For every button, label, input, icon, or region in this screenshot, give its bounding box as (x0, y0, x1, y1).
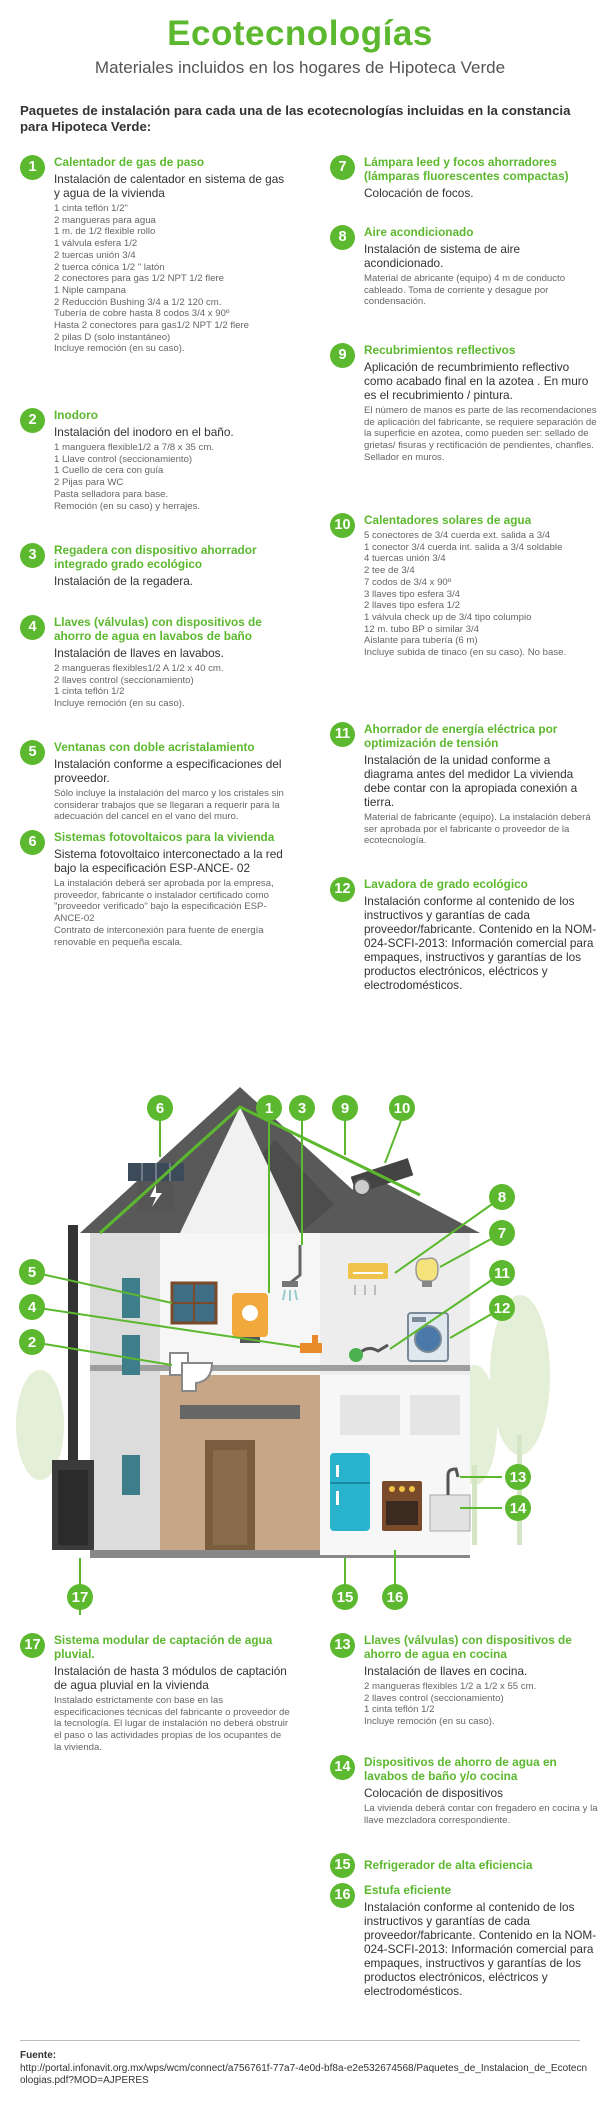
item-detail-line: Material de fabricante (equipo). La instalación deberá ser aprobada por el fabricante o proveedor de la ecotecnología. (364, 812, 591, 847)
item-lavadora (330, 877, 600, 992)
item-subtitle: Colocación de focos. (364, 186, 474, 200)
item-details (364, 530, 600, 659)
item-number-badge: 4 (20, 615, 45, 640)
item-detail-line: Remoción (en su caso) y herrajes. (54, 500, 201, 512)
item-title: Regadera con dispositivo ahorrador integrado grado ecológico (54, 543, 257, 571)
refrigerator-icon (330, 1453, 370, 1531)
item-calentadores-solares (330, 513, 600, 659)
item-ahorrador-energia (330, 722, 600, 847)
item-title: Refrigerador de alta eficiencia (364, 1858, 533, 1872)
item-estufa (330, 1883, 600, 1998)
item-refrigerador (330, 1853, 600, 1878)
marker-9 (332, 1095, 358, 1121)
item-details (54, 878, 290, 948)
item-number-badge: 16 (330, 1883, 355, 1908)
item-title: Llaves (válvulas) con dispositivos de ahorro de agua en cocina (364, 1633, 572, 1661)
marker-label: 14 (509, 1500, 527, 1517)
item-detail-line: 2 conectores para gas 1/2 NPT 1/2 flere (54, 273, 224, 285)
item-captacion-pluvial (20, 1633, 290, 1754)
item-subtitle: Instalación conforme a especificaciones del proveedor. (54, 757, 282, 785)
marker-label: 7 (497, 1225, 507, 1242)
item-detail-line: 3 llaves tipo esfera 3/4 (364, 588, 460, 600)
item-detail-line: 2 mangueras flexibles1/2 A 1/2 x 40 cm. (54, 663, 224, 674)
item-title: Lavadora de grado ecológico (364, 877, 528, 891)
item-inodoro (20, 408, 290, 512)
item-number-badge: 17 (20, 1633, 45, 1658)
page-title: Ecotecnologías (167, 14, 433, 53)
marker-label: 10 (393, 1100, 411, 1117)
item-detail-line: 1 cinta teflón 1/2" (54, 203, 128, 214)
item-detail-line: Tubería de cobre hasta 8 codos 3/4 x 90º (54, 308, 230, 320)
item-title: Ventanas con doble acristalamiento (54, 740, 255, 754)
item-details (54, 203, 290, 355)
item-details (364, 1803, 600, 1826)
item-subtitle: Instalación de la unidad conforme a diagrama antes del medidor La vivienda debe contar con la apropiada conexión a tierra. (364, 753, 578, 809)
item-title: Ahorrador de energía eléctrica por optimización de tensión (364, 722, 558, 750)
item-number-badge: 8 (330, 225, 355, 250)
item-title: Sistemas fotovoltaicos para la vivienda (54, 830, 275, 844)
marker-17 (67, 1584, 93, 1610)
item-fotovoltaicos (20, 830, 290, 948)
item-detail-line: 2 tuercas unión 3/4 (54, 249, 136, 261)
item-subtitle: Instalación de hasta 3 módulos de captación de agua pluvial en la vivienda (54, 1664, 287, 1692)
marker-14 (505, 1495, 531, 1521)
page-subtitle: Materiales incluidos en los hogares de Hipoteca Verde (94, 58, 506, 77)
item-title: Llaves (válvulas) con dispositivos de ahorro de agua en lavabos de baño (54, 615, 262, 643)
item-recubrimientos (330, 343, 600, 464)
item-detail-line: Hasta 2 conectores para gas1/2 NPT 1/2 flere (54, 320, 250, 332)
item-subtitle: Colocación de dispositivos (364, 1786, 504, 1800)
item-subtitle: Instalación de llaves en lavabos. (54, 646, 224, 660)
item-ventanas (20, 740, 290, 823)
marker-label: 3 (297, 1100, 307, 1117)
item-detail-line: 1 cinta teflón 1/2 (54, 686, 125, 698)
item-details (54, 1695, 290, 1754)
item-details (54, 788, 290, 823)
item-number-badge: 14 (330, 1755, 355, 1780)
rain-collector (52, 1225, 94, 1550)
marker-label: 2 (27, 1334, 37, 1351)
item-detail-line: Incluye remoción (en su caso). (54, 698, 185, 710)
marker-8 (489, 1184, 515, 1210)
item-title: Calentadores solares de agua (364, 513, 532, 527)
marker-label: 13 (509, 1469, 527, 1486)
marker-label: 1 (264, 1100, 274, 1117)
item-details (54, 442, 290, 512)
house-illustration (0, 1045, 600, 1615)
item-number-badge: 13 (330, 1633, 355, 1658)
marker-2 (19, 1329, 45, 1355)
item-number-badge: 3 (20, 543, 45, 568)
item-calentador-gas (20, 155, 290, 355)
marker-3 (289, 1095, 315, 1121)
item-detail-line: El número de manos es parte de las recomendaciones de aplicación del fabricante, se requiere separación de la superficie en azotea, como pueden ser: sellado de grietas/ fisuras y rectificación de pendientes, chanfles. Sellador en muros. (364, 405, 597, 463)
header (0, 14, 600, 78)
item-subtitle: Instalación conforme al contenido de los instructivos y garantías de cada proveedor/fabricante. Contenido en la NOM-024-SCFI-2013: Información comercial para empaques, instructivos y garantías de los productos electrónicos, eléctricos y electrodomésticos. (364, 1900, 597, 1998)
item-detail-line: 12 m. tubo BP o similar 3/4 (364, 623, 480, 635)
item-title: Dispositivos de ahorro de agua en lavabos de baño y/o cocina (364, 1755, 557, 1783)
item-subtitle: Instalación conforme al contenido de los instructivos y garantías de cada proveedor/fabricante. Contenido en la NOM-024-SCFI-2013: Información comercial para empaques, instructivos y garantías de los productos electrónicos, eléctricos y electrodomésticos. (364, 894, 597, 992)
item-detail-line: Incluye remoción (en su caso). (364, 1716, 495, 1728)
item-detail-line: 1 cinta teflón 1/2 (364, 1704, 435, 1716)
item-detail-line: Incluye subida de tinaco (en su caso). No base. (364, 647, 567, 659)
marker-label: 16 (386, 1589, 404, 1606)
marker-6 (147, 1095, 173, 1121)
marker-label: 15 (336, 1589, 354, 1606)
footer-divider (20, 2040, 580, 2041)
item-detail-line: Contrato de interconexión para fuente de energía renovable en pequeña escala. (54, 924, 264, 948)
item-detail-line: 1 válvula check up de 3/4 tipo columpio (364, 611, 532, 623)
item-detail-line: 2 pilas D (solo instantáneo) (54, 331, 171, 343)
item-detail-line: Instalado estrictamente con base en las especificaciones técnicas del fabricante o proveedor de la tecnología. El lugar de instalación no deberá obstruir el paso o las actividades propias de los ocupantes de la vivienda. (54, 1695, 290, 1753)
marker-4 (19, 1294, 45, 1320)
marker-label: 17 (71, 1589, 89, 1606)
source-note (20, 2050, 590, 2088)
item-detail-line: 1 Llave control (seccionamiento) (54, 453, 193, 465)
item-title: Calentador de gas de paso (54, 155, 205, 169)
item-number-badge: 7 (330, 155, 355, 180)
marker-7 (489, 1220, 515, 1246)
item-title: Lámpara leed y focos ahorradores (lámparas fluorescentes compactas) (364, 155, 569, 183)
marker-label: 5 (27, 1264, 37, 1281)
item-details (364, 812, 600, 847)
item-detail-line: 2 Pijas para WC (54, 477, 124, 489)
item-subtitle: Instalación de la regadera. (54, 574, 194, 588)
stove-icon (382, 1481, 422, 1531)
item-regadera (20, 543, 290, 588)
item-detail-line: 2 llaves control (seccionamiento) (54, 674, 194, 686)
item-detail-line: 1 manguera flexible1/2 a 7/8 x 35 cm. (54, 442, 214, 453)
marker-label: 6 (155, 1100, 165, 1117)
item-number-badge: 12 (330, 877, 355, 902)
item-detail-line: 2 Reducción Bushing 3/4 a 1/2 120 cm. (54, 296, 222, 308)
item-detail-line: Sólo incluye la instalación del marco y los cristales sin considerar trabajos que se llegaran a requerir para la adecuación del cancel en el vano del muro. (54, 788, 284, 823)
item-detail-line: 7 codos de 3/4 x 90º (364, 576, 452, 588)
item-llaves-cocina (330, 1633, 600, 1728)
item-detail-line: La vivienda deberá contar con fregadero en cocina y la llave mezcladora correspondiente. (364, 1803, 598, 1826)
item-number-badge: 6 (20, 830, 45, 855)
marker-5 (19, 1259, 45, 1285)
item-details (364, 405, 600, 464)
item-number-badge: 5 (20, 740, 45, 765)
item-title: Sistema modular de captación de agua pluvial. (54, 1633, 273, 1661)
marker-10 (389, 1095, 415, 1121)
marker-label: 9 (340, 1100, 350, 1117)
marker-16 (382, 1584, 408, 1610)
marker-label: 8 (497, 1189, 507, 1206)
item-details (364, 273, 600, 308)
item-detail-line: 1 Niple campana (54, 284, 126, 296)
item-detail-line: La instalación deberá ser aprobada por la empresa, proveedor, fabricante o instalador certificado como "proveedor verificado" bajo la especificación ESP-ANCE-02 (54, 878, 274, 925)
item-title: Inodoro (54, 408, 98, 422)
source-url[interactable]: http://portal.infonavit.org.mx/wps/wcm/connect/a756761f-77a7-4e0d-bf8a-e2e532674568/Paquetes_de_Instalacion_de_Ecotecnologias.pdf?MOD=AJPERES (20, 2062, 588, 2086)
item-number-badge: 10 (330, 513, 355, 538)
item-detail-line: 2 tee de 3/4 (364, 565, 415, 577)
item-detail-line: Incluye remoción (en su caso). (54, 343, 185, 355)
item-subtitle: Instalación de llaves en cocina. (364, 1664, 528, 1678)
item-detail-line: 1 m. de 1/2 flexible rollo (54, 226, 156, 238)
item-lampara-leed (330, 155, 600, 200)
item-subtitle: Instalación de calentador en sistema de gas y agua de la vivienda (54, 172, 285, 200)
item-subtitle: Instalación del inodoro en el baño. (54, 425, 234, 439)
item-number-badge: 2 (20, 408, 45, 433)
item-number-badge: 1 (20, 155, 45, 180)
item-number-badge: 9 (330, 343, 355, 368)
marker-label: 11 (494, 1265, 510, 1282)
item-number-badge: 11 (330, 722, 355, 747)
water-heater-icon (232, 1293, 268, 1343)
item-subtitle: Sistema fotovoltaico interconectado a la red bajo la especificación ESP-ANCE- 02 (54, 847, 283, 875)
washing-machine-icon (408, 1313, 448, 1361)
item-subtitle: Instalación de sistema de aire acondicionado. (364, 242, 521, 270)
item-detail-line: 2 llaves tipo esfera 1/2 (364, 600, 460, 612)
window-icon (172, 1283, 216, 1323)
marker-13 (505, 1464, 531, 1490)
item-title: Estufa eficiente (364, 1883, 452, 1897)
item-details (54, 663, 290, 710)
marker-label: 4 (27, 1299, 37, 1316)
marker-15 (332, 1584, 358, 1610)
item-dispositivos-ahorro (330, 1755, 600, 1826)
item-detail-line: 4 tuercas unión 3/4 (364, 553, 446, 565)
source-label: Fuente: (20, 2050, 57, 2061)
item-detail-line: Aislante para tubería (6 m) (364, 635, 478, 647)
item-detail-line: 1 conector 3/4 cuerda int. salida a 3/4 soldable (364, 541, 563, 553)
item-title: Recubrimientos reflectivos (364, 343, 516, 357)
item-subtitle: Aplicación de recumbrimiento reflectivo como acabado final en la azotea . En muro es el recubrimiento / pintura. (364, 360, 589, 402)
intro-text: Paquetes de instalación para cada una de las ecotecnologías incluidas en la constancia para Hipoteca Verde: (20, 103, 571, 134)
item-detail-line: 2 mangueras flexibles 1/2 a 1/2 x 55 cm. (364, 1681, 537, 1692)
item-title: Aire acondicionado (364, 225, 474, 239)
item-detail-line: 1 Cuello de cera con guía (54, 465, 164, 477)
item-llaves-lavabos (20, 615, 290, 710)
item-detail-line: 2 mangueras para agua (54, 214, 156, 226)
marker-label: 12 (493, 1300, 511, 1317)
item-detail-line: 5 conectores de 3/4 cuerda ext. salida a 3/4 (364, 530, 551, 541)
item-detail-line: 2 llaves control (seccionamiento) (364, 1692, 504, 1704)
item-detail-line: 1 válvula esfera 1/2 (54, 238, 138, 250)
item-aire-acondicionado (330, 225, 600, 308)
item-details (364, 1681, 600, 1728)
marker-1 (256, 1095, 282, 1121)
marker-12 (489, 1295, 515, 1321)
item-detail-line: 2 tuerca cónica 1/2 " latón (54, 261, 165, 273)
item-number-badge: 15 (330, 1853, 355, 1878)
item-detail-line: Pasta selladora para base. (54, 488, 169, 500)
marker-11 (489, 1260, 515, 1286)
item-detail-line: Material de abricante (equipo) 4 m de conducto cableado. Toma de corriente y desague por condensación. (364, 273, 566, 308)
